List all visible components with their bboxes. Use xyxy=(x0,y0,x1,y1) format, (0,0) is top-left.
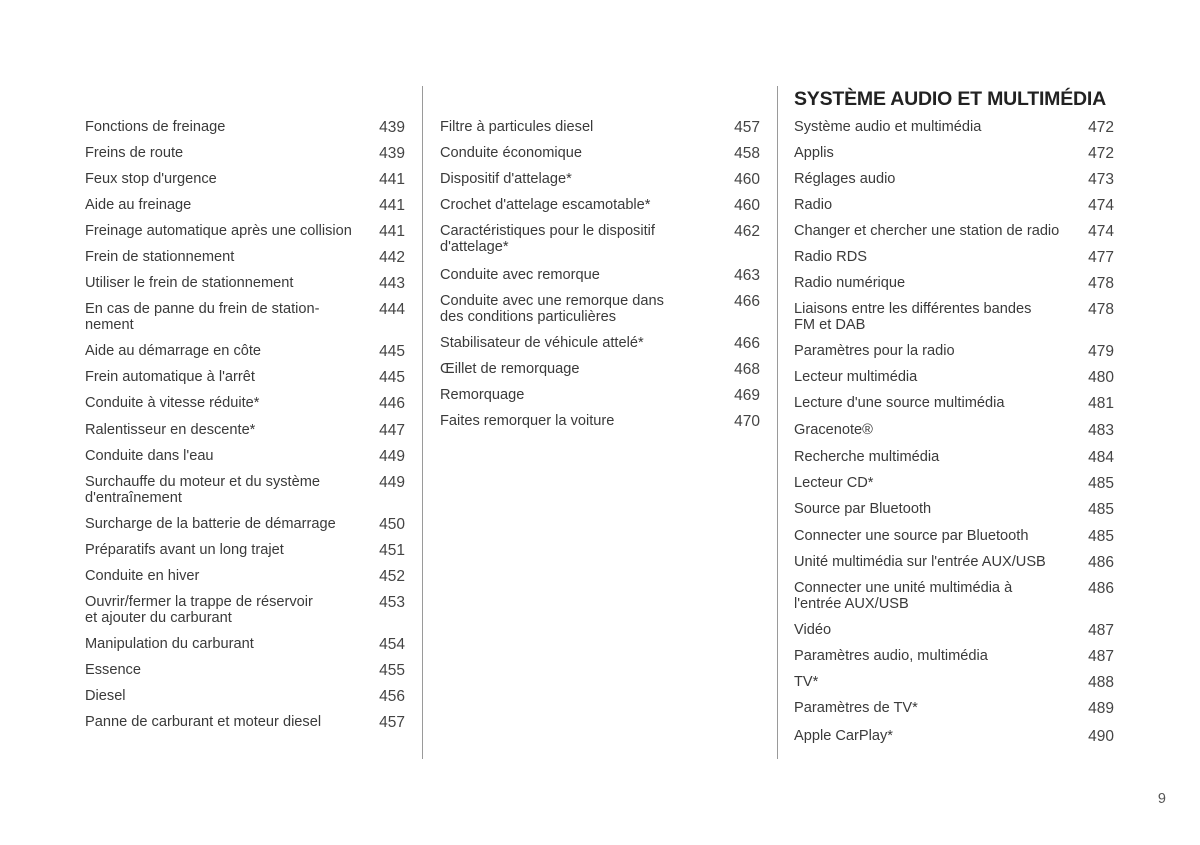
toc-entry-page: 481 xyxy=(1088,395,1114,412)
toc-entry-label: Aide au démarrage en côte xyxy=(85,343,262,359)
toc-entry-label: Réglages audio xyxy=(794,171,896,187)
toc-entry-label: Freins de route xyxy=(85,145,184,161)
toc-entry-page: 460 xyxy=(734,197,760,214)
toc-entry-label: Œillet de remorquage xyxy=(440,361,580,377)
toc-entry-label: Remorquage xyxy=(440,387,525,403)
toc-entry-label: Système audio et multimédia xyxy=(794,119,982,135)
toc-entry-page: 472 xyxy=(1088,145,1114,162)
toc-entry-page: 472 xyxy=(1088,119,1114,136)
toc-entry-label: Liaisons entre les différentes bandes FM et DAB xyxy=(794,301,1032,333)
toc-entry-label: Paramètres de TV* xyxy=(794,700,918,716)
toc-entry-label: Ouvrir/fermer la trappe de réservoir et ajouter du carburant xyxy=(85,594,313,626)
toc-entry-page: 444 xyxy=(379,301,405,318)
toc-entry-label: Lecteur multimédia xyxy=(794,369,918,385)
toc-entry-label: Surcharge de la batterie de démarrage xyxy=(85,516,336,532)
toc-entry-page: 478 xyxy=(1088,275,1114,292)
toc-entry-label: Frein de stationnement xyxy=(85,249,235,265)
toc-entry-label: Freinage automatique après une collision xyxy=(85,223,352,239)
toc-entry-label: Applis xyxy=(794,145,834,161)
toc-entry-label: Source par Bluetooth xyxy=(794,501,932,517)
toc-entry-page: 470 xyxy=(734,413,760,430)
toc-entry-page: 445 xyxy=(379,343,405,360)
toc-entry-label: Paramètres audio, multimédia xyxy=(794,648,988,664)
toc-entry-label: Stabilisateur de véhicule attelé* xyxy=(440,335,644,351)
toc-entry-label: Fonctions de freinage xyxy=(85,119,226,135)
toc-entry-label: Dispositif d'attelage* xyxy=(440,171,572,187)
toc-entry-label: Surchauffe du moteur et du système d'entraînement xyxy=(85,474,320,506)
toc-entry-page: 452 xyxy=(379,568,405,585)
toc-entry-label: En cas de panne du frein de station- nement xyxy=(85,301,320,333)
toc-entry-label: Utiliser le frein de stationnement xyxy=(85,275,294,291)
toc-entry-label: Paramètres pour la radio xyxy=(794,343,955,359)
toc-entry-page: 451 xyxy=(379,542,405,559)
toc-entry-page: 449 xyxy=(379,448,405,465)
toc-entry-label: Changer et chercher une station de radio xyxy=(794,223,1060,239)
toc-entry-page: 468 xyxy=(734,361,760,378)
column-divider-1 xyxy=(422,86,423,759)
toc-entry-page: 457 xyxy=(734,119,760,136)
toc-entry-label: Radio RDS xyxy=(794,249,867,265)
toc-entry-page: 454 xyxy=(379,636,405,653)
toc-entry-label: Filtre à particules diesel xyxy=(440,119,594,135)
toc-entry-page: 477 xyxy=(1088,249,1114,266)
column-divider-2 xyxy=(777,86,778,759)
toc-entry-page: 483 xyxy=(1088,422,1114,439)
toc-entry-page: 466 xyxy=(734,293,760,310)
toc-entry-label: Frein automatique à l'arrêt xyxy=(85,369,255,385)
toc-entry-page: 450 xyxy=(379,516,405,533)
toc-entry-page: 457 xyxy=(379,714,405,731)
toc-entry-label: Connecter une unité multimédia à l'entrée AUX/USB xyxy=(794,580,1013,612)
toc-entry-page: 486 xyxy=(1088,554,1114,571)
toc-entry-page: 474 xyxy=(1088,197,1114,214)
toc-entry-page: 485 xyxy=(1088,528,1114,545)
toc-entry-label: Conduite à vitesse réduite* xyxy=(85,395,260,411)
toc-entry-label: Unité multimédia sur l'entrée AUX/USB xyxy=(794,554,1046,570)
toc-entry-page: 441 xyxy=(379,223,405,240)
toc-entry-page: 480 xyxy=(1088,369,1114,386)
toc-entry-label: Crochet d'attelage escamotable* xyxy=(440,197,651,213)
toc-entry-page: 478 xyxy=(1088,301,1114,318)
toc-entry-page: 479 xyxy=(1088,343,1114,360)
toc-entry-page: 466 xyxy=(734,335,760,352)
toc-entry-label: Aide au freinage xyxy=(85,197,192,213)
toc-entry-page: 487 xyxy=(1088,648,1114,665)
section-title: SYSTÈME AUDIO ET MULTIMÉDIA xyxy=(794,88,1107,110)
toc-entry-page: 446 xyxy=(379,395,405,412)
toc-entry-page: 441 xyxy=(379,197,405,214)
toc-entry-page: 490 xyxy=(1088,728,1114,745)
toc-entry-page: 474 xyxy=(1088,223,1114,240)
toc-entry-page: 462 xyxy=(734,223,760,240)
toc-entry-page: 469 xyxy=(734,387,760,404)
toc-entry-page: 456 xyxy=(379,688,405,705)
toc-entry-label: Apple CarPlay* xyxy=(794,728,893,744)
toc-entry-label: Préparatifs avant un long trajet xyxy=(85,542,284,558)
toc-entry-page: 453 xyxy=(379,594,405,611)
page-number: 9 xyxy=(1157,791,1166,807)
toc-entry-page: 486 xyxy=(1088,580,1114,597)
toc-entry-page: 489 xyxy=(1088,700,1114,717)
toc-entry-label: Vidéo xyxy=(794,622,832,638)
toc-entry-page: 445 xyxy=(379,369,405,386)
toc-entry-label: Conduite économique xyxy=(440,145,582,161)
toc-entry-page: 485 xyxy=(1088,501,1114,518)
toc-entry-page: 443 xyxy=(379,275,405,292)
toc-entry-label: TV* xyxy=(794,674,819,690)
toc-entry-label: Gracenote® xyxy=(794,422,873,438)
toc-entry-label: Caractéristiques pour le dispositif d'attelage* xyxy=(440,223,655,255)
toc-entry-label: Conduite avec remorque xyxy=(440,267,600,283)
toc-entry-page: 460 xyxy=(734,171,760,188)
toc-entry-page: 449 xyxy=(379,474,405,491)
toc-entry-page: 463 xyxy=(734,267,760,284)
toc-entry-label: Essence xyxy=(85,662,141,678)
toc-entry-label: Ralentisseur en descente* xyxy=(85,422,256,438)
toc-entry-page: 485 xyxy=(1088,475,1114,492)
toc-entry-label: Panne de carburant et moteur diesel xyxy=(85,714,322,730)
toc-entry-label: Manipulation du carburant xyxy=(85,636,254,652)
toc-entry-label: Recherche multimédia xyxy=(794,449,940,465)
toc-entry-label: Lecture d'une source multimédia xyxy=(794,395,1005,411)
toc-entry-page: 442 xyxy=(379,249,405,266)
toc-entry-page: 487 xyxy=(1088,622,1114,639)
toc-entry-page: 484 xyxy=(1088,449,1114,466)
toc-entry-label: Conduite avec une remorque dans des conditions particulières xyxy=(440,293,664,325)
toc-entry-label: Conduite en hiver xyxy=(85,568,200,584)
toc-entry-label: Radio xyxy=(794,197,833,213)
toc-entry-label: Connecter une source par Bluetooth xyxy=(794,528,1029,544)
toc-entry-label: Diesel xyxy=(85,688,126,704)
toc-entry-page: 439 xyxy=(379,145,405,162)
toc-entry-label: Feux stop d'urgence xyxy=(85,171,217,187)
toc-entry-page: 488 xyxy=(1088,674,1114,691)
toc-entry-page: 441 xyxy=(379,171,405,188)
toc-entry-label: Faites remorquer la voiture xyxy=(440,413,615,429)
toc-entry-page: 447 xyxy=(379,422,405,439)
toc-entry-label: Lecteur CD* xyxy=(794,475,874,491)
toc-entry-page: 439 xyxy=(379,119,405,136)
toc-entry-page: 458 xyxy=(734,145,760,162)
toc-entry-page: 473 xyxy=(1088,171,1114,188)
toc-entry-label: Radio numérique xyxy=(794,275,906,291)
toc-entry-page: 455 xyxy=(379,662,405,679)
toc-entry-label: Conduite dans l'eau xyxy=(85,448,214,464)
